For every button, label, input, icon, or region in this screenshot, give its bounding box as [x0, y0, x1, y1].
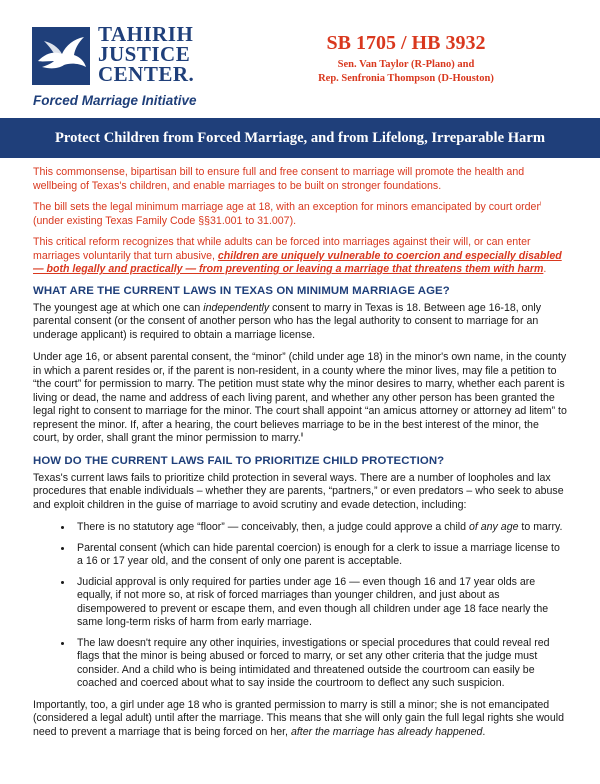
bullet-1-b: to marry. — [518, 521, 563, 533]
org-name — [98, 24, 238, 84]
bullet-1-a: There is no statutory age “floor” — conceivably, then, a judge could approve a child — [77, 521, 469, 533]
sponsor-line-1: Sen. Van Taylor (R-Plano) and — [337, 59, 475, 70]
current-laws-paragraph-1 — [33, 302, 567, 343]
endnote-ref-i[interactable]: i — [539, 201, 542, 208]
bullet-1-em: of any age — [469, 521, 519, 533]
intro-p3-start: This critical reform recognizes that while adults can be forced into marriages against their will, or can enter marriages voluntarily that turn abusive, — [33, 236, 531, 262]
list-item — [73, 637, 567, 691]
bullet-4-a: The law doesn't require any other inquiries, investigations or special procedures that could reveal red flags that the minor is being abused or forced to marry, or set any other criteria that the judge must consider. And a child who is being intimidated and threatened outside the courtroom can easily be coached and coerced about what to say inside the courtroom to deflect any such suspicion. — [77, 636, 550, 689]
intro-p3-emphasis: children are uniquely vulnerable to coercion and especially disabled — both legally and practically — from preventing or leaving a marriage that threatens them with harm — [33, 249, 562, 275]
intro-p3-end: . — [543, 263, 547, 275]
s1-p1-a: The youngest age at which one can — [33, 301, 204, 314]
s1-p1-b: consent to marry in Texas is 18. Between age 16-18, only parental consent (or the consent of another person who has the legal authority to consent to marriage for an underage applicant) is required to obtain a marriage license. — [33, 301, 542, 341]
current-laws-paragraph-2 — [33, 351, 567, 446]
endnote-ref-ii[interactable]: ii — [300, 432, 304, 439]
bill-title: SB 1705 / HB 3932 — [326, 32, 486, 54]
org-name-line2: JUSTICE — [98, 42, 191, 66]
dove-logo-icon — [32, 27, 90, 85]
section-heading-current-laws: WHAT ARE THE CURRENT LAWS IN TEXAS ON MINIMUM MARRIAGE AGE? — [33, 284, 450, 297]
org-name-line3: CENTER. — [98, 62, 195, 86]
list-item — [73, 542, 567, 569]
header — [0, 0, 600, 120]
bullet-3-a: Judicial approval is only required for parties under age 16 — even though 16 and 17 year olds are equally, if not more so, at risk of forced marriages than younger children, and just about as disempowered to prevent or escape them, and even though all children under age 18 face nearly the same long-term risks of harm from early marriage. — [77, 575, 549, 628]
loophole-list — [33, 521, 567, 691]
s1-p1-em: independently — [203, 301, 270, 314]
document-body — [33, 166, 567, 748]
list-item — [73, 576, 567, 630]
closing-em: after the marriage has already happened — [290, 725, 483, 738]
initiative-name: Forced Marriage Initiative — [33, 93, 197, 108]
failures-paragraph-1: Texas's current laws fails to prioritize child protection in several ways. There are a number of loopholes and lax procedures that enable individuals – whether they are parents, “partners,” or even predators – who seek to abuse and exploit children in the guise of marriage to avoid scrutiny and evade detection, including: — [33, 471, 564, 511]
intro-p2-tail: (under existing Texas Family Code §§31.001 to 31.007). — [33, 214, 297, 227]
closing-a: Importantly, too, a girl under age 18 who is granted permission to marry is still a minor; she is not emancipated (considered a legal adult) until after the marriage. This means that she will only gain the full legal rights she would need to prevent a marriage that is being forced on her, — [33, 698, 564, 738]
intro-paragraph-2 — [33, 201, 567, 228]
section-heading-failures: HOW DO THE CURRENT LAWS FAIL TO PRIORITIZE CHILD PROTECTION? — [33, 454, 445, 467]
bullet-2-a: Parental consent (which can hide parental coercion) is enough for a clerk to issue a marriage license to a 16 or 17 year old, and the consent of only one parent is acceptable. — [77, 541, 560, 567]
s1-p2-text: Under age 16, or absent parental consent, the “minor” (child under age 18) in the minor's own name, in the county in which a parent resides or, if the parent is non-resident, in a county where the minor lives, may file a petition to “the court” for permission to marry. The petition must state why the minor desires to marry, whether each parent is living or dead, the name and address of each living parent, and whether any other person has been granted the legal right to consent to marriage for the minor. The court shall appoint “an amicus attorney or attorney ad litem” to represent the minor. If, after a hearing, the court believes marriage to be in the best interest of the minor, the court, by order, shall grant the minor permission to marry. — [33, 351, 567, 444]
title-banner: Protect Children from Forced Marriage, and from Lifelong, Irreparable Harm — [0, 118, 600, 158]
intro-paragraph-1: This commonsense, bipartisan bill to ensure full and free consent to marriage will promote the health and wellbeing of Texas's children, and enable marriages to be built on stronger foundations. — [33, 166, 525, 192]
sponsor-line-2: Rep. Senfronia Thompson (D-Houston) — [318, 73, 494, 84]
list-item — [73, 521, 567, 535]
intro-p2-text: The bill sets the legal minimum marriage age at 18, with an exception for minors emancipated by court order — [33, 201, 540, 213]
closing-b: . — [482, 725, 486, 738]
org-name-line1: TAHIRIH — [98, 22, 194, 46]
intro-paragraph-3 — [33, 236, 567, 277]
closing-paragraph — [33, 699, 567, 740]
